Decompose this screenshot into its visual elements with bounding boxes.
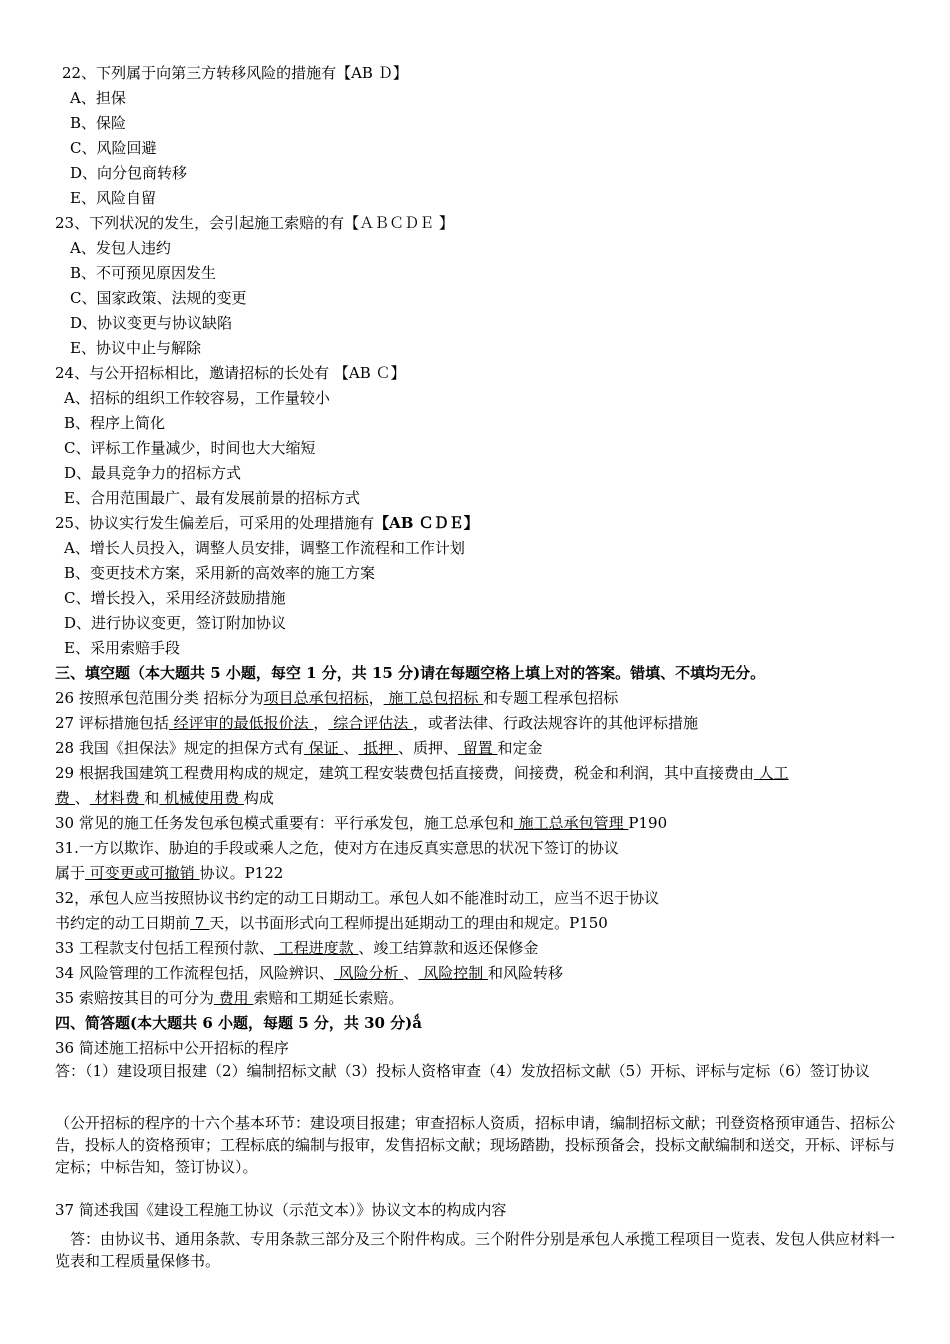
q28-blank-2: 抵押 (358, 739, 398, 757)
q28-blank-3: 留置 (457, 739, 498, 757)
q25-option-d: D、进行协议变更，签订附加协议 (64, 614, 287, 632)
q33-blank-1: 工程进度款 (273, 939, 359, 957)
q26-tail: 和专题工程承包招标 (483, 689, 619, 707)
q25-answer: 【AB ＣＤＥ】 (374, 514, 479, 532)
q31-line-2 (55, 863, 283, 883)
q28-text: 28 我国《担保法》规定的担保方式有 (55, 739, 304, 757)
q34-text: 34 风险管理的工作流程包括，风险辨识、 (55, 964, 334, 982)
q23-stem: 23、下列状况的发生，会引起施工索赔的有【ＡＢＣＤＥ 】 (55, 214, 454, 232)
q22-option-b: B、保险 (70, 114, 127, 132)
q29-and: 和 (144, 789, 160, 807)
q27-blank-1: 经评审的最低报价法 (168, 714, 314, 732)
q26-blank-2: 施工总包招标 (383, 689, 484, 707)
section-4-heading: 四、简答题(本大题共 6 小题，每题 5 分，共 30 分)ǻ (55, 1014, 422, 1032)
q29-line-2 (55, 788, 274, 808)
q25-stem-text: 25、协议实行发生偏差后，可采用的处理措施有 (55, 514, 375, 532)
q36-title: 36 简述施工招标中公开招标的程序 (55, 1039, 289, 1057)
q32-line-1: 32，承包人应当按照协议书约定的动工日期动工。承包人如不能准时动工，应当不迟于协议 (55, 889, 660, 907)
q29-line-1 (55, 763, 789, 783)
q29-blank-2: 材料费 (89, 789, 145, 807)
q35 (55, 988, 403, 1008)
q32-line-2 (55, 913, 608, 933)
q23-option-e: E、协议中止与解除 (70, 339, 201, 357)
q25-option-b: B、变更技术方案，采用新的高效率的施工方案 (64, 564, 376, 582)
q25-option-a: A、增长人员投入，调整人员安排，调整工作流程和工作计划 (64, 539, 465, 557)
q34 (55, 963, 563, 983)
q22-option-d: D、向分包商转移 (70, 164, 188, 182)
q27-sep: ， (313, 714, 329, 732)
q33-text: 33 工程款支付包括工程预付款、 (55, 939, 274, 957)
q29-text: 29 根据我国建筑工程费用构成的规定，建筑工程安装费包括直接费，间接费，税金和利润，其中直接费由 (55, 764, 754, 782)
q33-tail: 、竣工结算款和返还保修金 (358, 939, 539, 957)
q24-option-b: B、程序上简化 (64, 414, 166, 432)
q22-option-c: C、风险回避 (70, 139, 157, 157)
q29-tail: 构成 (243, 789, 274, 807)
q26 (55, 688, 618, 708)
q27-tail: ，或者法律、行政法规容许的其他评标措施 (412, 714, 698, 732)
q24-option-d: D、最具竞争力的招标方式 (64, 464, 242, 482)
q28 (55, 738, 543, 758)
q26-blank-1: 项目总承包招标 (263, 689, 369, 707)
q37-title: 37 简述我国《建设工程施工协议（示范文本）》协议文本的构成内容 (55, 1201, 507, 1219)
q31-line-1: 31.一方以欺诈、胁迫的手段或乘人之危，使对方在违反真实意思的状况下签订的协议 (55, 839, 619, 857)
q32-tail: 天，以书面形式向工程师提出延期动工的理由和规定。P150 (209, 914, 608, 932)
q34-sep: 、 (403, 964, 419, 982)
q30-page-ref: P190 (628, 814, 668, 832)
q24-option-c: C、评标工作量减少，时间也大大缩短 (64, 439, 316, 457)
q24-option-e: E、合用范围最广、最有发展前景的招标方式 (64, 489, 360, 507)
q26-text: 26 按照承包范围分类 招标分为 (55, 689, 264, 707)
q24-option-a: A、招标的组织工作较容易，工作量较小 (64, 389, 330, 407)
q25-option-e: E、采用索赔手段 (64, 639, 180, 657)
q31-text: 属于 (55, 864, 86, 882)
section-3-heading: 三、填空题（本大题共 5 小题，每空 1 分，共 15 分)请在每题空格上填上对的答案。错填、不填均无分。 (55, 664, 766, 682)
q30 (55, 813, 667, 833)
q24-stem: 24、与公开招标相比，邀请招标的长处有 【AB Ｃ】 (55, 364, 406, 382)
q22-option-e: E、风险自留 (70, 189, 156, 207)
q22-stem: 22、下列属于向第三方转移风险的措施有【AB Ｄ】 (62, 64, 408, 82)
q31-tail: 协议。P122 (199, 864, 284, 882)
q35-text: 35 索赔按其目的可分为 (55, 989, 214, 1007)
q30-text: 30 常见的施工任务发包承包模式重要有：平行承发包，施工总承包和 (55, 814, 514, 832)
q36-answer: 答：（1）建设项目报建（2）编制招标文献（3）投标人资格审查（4）发放招标文献（5）开标、评标与定标（6）签订协议 (55, 1062, 870, 1080)
q23-option-c: C、国家政策、法规的变更 (70, 289, 247, 307)
q37-answer: 答：由协议书、通用条款、专用条款三部分及三个附件构成。三个附件分别是承包人承揽工程项目一览表、发包人供应材料一览表和工程质量保修书。 (55, 1230, 896, 1270)
q36-note: （公开招标的程序的十六个基本环节：建设项目报建；审查招标人资质，招标申请，编制招标文献；刊登资格预审通告、招标公告，投标人的资格预审；工程标底的编制与报审，发售招标文献；现场踏勘，投标预备会，投标文献编制和送交，开标、评标与定标；中标告知，签订协议）。 (55, 1114, 896, 1176)
q28-sep-2: 、质押、 (397, 739, 458, 757)
q22-option-a: A、担保 (70, 89, 126, 107)
q30-blank-1: 施工总承包管理 (513, 814, 629, 832)
q28-blank-1: 保证 (303, 739, 344, 757)
q23-option-d: D、协议变更与协议缺陷 (70, 314, 233, 332)
q28-tail: 和定金 (497, 739, 543, 757)
q32-text: 书约定的动工日期前 (55, 914, 191, 932)
q23-option-b: B、不可预见原因发生 (70, 264, 217, 282)
q27-text: 27 评标措施包括 (55, 714, 169, 732)
q28-sep-1: 、 (343, 739, 359, 757)
q23-option-a: A、发包人违约 (70, 239, 171, 257)
q34-blank-1: 风险分析 (333, 964, 404, 982)
q35-tail: 索赔和工期延长索赔。 (253, 989, 404, 1007)
q26-sep: ， (368, 689, 384, 707)
q25-option-c: C、增长投入，采用经济鼓励措施 (64, 589, 286, 607)
q35-blank-1: 费用 (213, 989, 254, 1007)
q27-blank-2: 综合评估法 (328, 714, 413, 732)
q34-tail: 和风险转移 (487, 964, 563, 982)
q29-blank-1-cont: 费 (55, 789, 75, 807)
q27 (55, 713, 698, 733)
q29-sep: 、 (74, 789, 90, 807)
q29-blank-1: 人工 (753, 764, 789, 782)
q34-blank-2: 风险控制 (418, 964, 488, 982)
q33 (55, 938, 538, 958)
q32-blank-1: 7 (190, 914, 210, 932)
q31-blank-1: 可变更或可撤销 (85, 864, 200, 882)
q25-stem (55, 513, 479, 533)
q29-blank-3: 机械使用费 (159, 789, 244, 807)
